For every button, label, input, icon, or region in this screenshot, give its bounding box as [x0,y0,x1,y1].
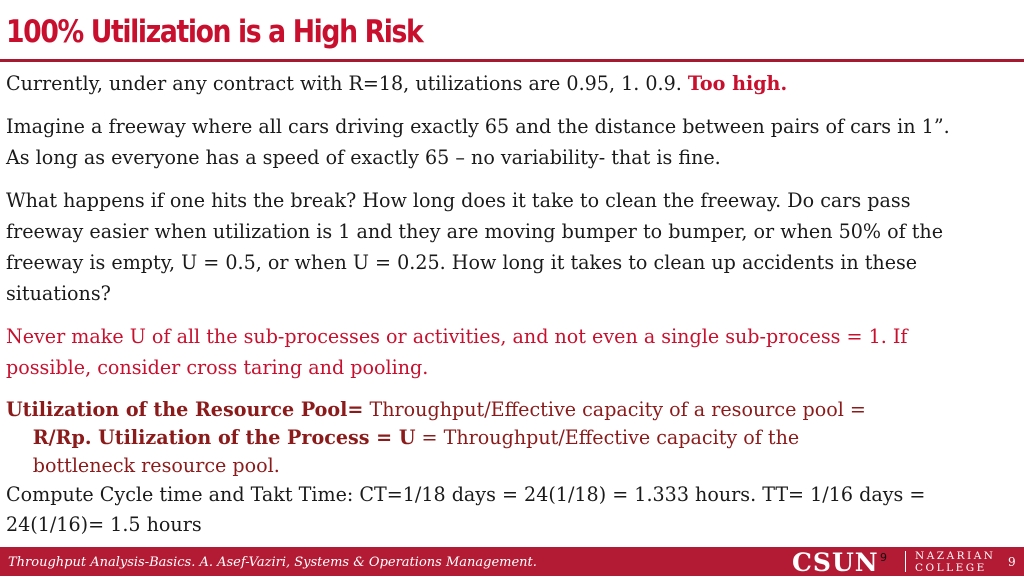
footer-divider [905,551,906,572]
paragraph-freeway: Imagine a freeway where all cars driving exactly 65 and the distance between pairs of cars in 1”. As long as everyone has a speed of exactly 65 – no variability- that is fine. [6,114,950,169]
nazarian-college-logo [915,550,995,574]
pool-utilization-definition: Throughput/Effective capacity of a resource pool = [363,397,866,421]
footer-bar [0,547,1024,576]
rrp-label: R/Rp. [32,425,92,449]
college-text: COLLEGE [915,562,987,574]
process-utilization-label: Utilization of the Process = U [91,425,416,449]
process-utilization-definition: = Throughput/Effective capacity of the [415,425,800,449]
contract-text: Currently, under any contract with R=18, utilizations are 0.95, 1. 0.9. [6,71,688,95]
compute-paragraph: Compute Cycle time and Takt Time: CT=1/18 days = 24(1/18) = 1.333 hours. TT= 1/16 days = 24(1/16)= 1.5 hours [6,482,926,536]
csun-logo: CSUN [792,548,879,577]
nazarian-text: NAZARIAN [915,550,996,562]
paragraph-brake: What happens if one hits the break? How long does it take to clean the freeway. Do cars pass freeway easier when utilization is 1 and they are moving bumper to bumper, or when 50% of the freeway is empty, U = 0.5, or when U = 0.25. How long it takes to clean up accidents in these situations? [6,188,944,305]
too-high-emphasis: Too high. [687,71,788,95]
pool-utilization-label: Utilization of the Resource Pool= [6,397,364,421]
utilization-definitions [6,395,974,479]
paragraph-never: Never make U of all the sub-processes or activities, and not even a single sub-process = 1. If possible, consider cross taring and pooling. [6,324,908,379]
slide-title: 100% Utilization is a High Risk [6,14,423,50]
page-number: 9 [1008,555,1016,569]
title-rule [0,59,1024,62]
footer-citation: Throughput Analysis-Basics. A. Asef-Vaziri, Systems & Operations Management. [8,555,537,570]
process-utilization-line [6,423,974,451]
logo-small-number: 9 [880,551,887,564]
slide-body [6,68,974,539]
paragraph-contract [6,68,974,99]
process-utilization-continuation: bottleneck resource pool. [32,453,280,477]
pool-utilization-line [6,395,974,423]
